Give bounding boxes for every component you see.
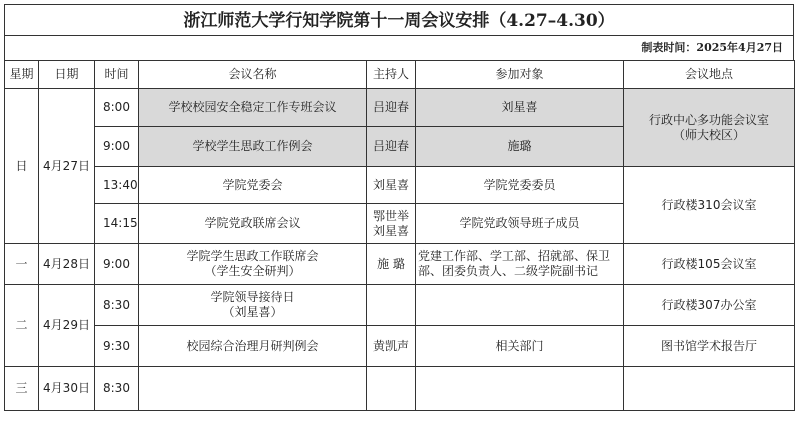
weekday-cell: 三 xyxy=(5,367,39,411)
host-cell xyxy=(367,367,416,411)
attendees-cell xyxy=(416,285,624,326)
time-cell: 9:00 xyxy=(95,244,139,285)
meeting-cell: 学校学生思政工作例会 xyxy=(139,127,367,167)
document-title: 浙江师范大学行知学院第十一周会议安排（4.27–4.30） xyxy=(4,4,794,36)
header-attendees: 参加对象 xyxy=(416,61,624,89)
weekday-cell: 二 xyxy=(5,285,39,367)
table-row xyxy=(5,367,795,411)
table-row xyxy=(5,285,795,326)
weekday-cell: 一 xyxy=(5,244,39,285)
table-row xyxy=(5,167,795,204)
date-cell: 4月30日 xyxy=(39,367,95,411)
time-cell: 8:30 xyxy=(95,367,139,411)
time-cell: 8:30 xyxy=(95,285,139,326)
header-time: 时间 xyxy=(95,61,139,89)
header-host: 主持人 xyxy=(367,61,416,89)
location-cell: 行政楼307办公室 xyxy=(624,285,795,326)
date-cell: 4月29日 xyxy=(39,285,95,367)
header-date: 日期 xyxy=(39,61,95,89)
meeting-schedule-table xyxy=(4,60,795,411)
host-cell: 施 璐 xyxy=(367,244,416,285)
host-cell: 刘星喜 xyxy=(367,167,416,204)
host-cell xyxy=(367,285,416,326)
host-cell: 吕迎春 xyxy=(367,89,416,127)
host-cell: 鄂世举 刘星喜 xyxy=(367,204,416,244)
table-row xyxy=(5,326,795,367)
attendees-cell xyxy=(416,367,624,411)
attendees-cell: 党建工作部、学工部、招就部、保卫部、团委负责人、二级学院副书记 xyxy=(416,244,624,285)
made-time-label: 制表时间：2025年4月27日 xyxy=(4,36,794,60)
meeting-cell: 学院党委会 xyxy=(139,167,367,204)
attendees-cell: 学院党委委员 xyxy=(416,167,624,204)
location-cell: 图书馆学术报告厅 xyxy=(624,326,795,367)
table-row xyxy=(5,89,795,127)
meeting-cell xyxy=(139,367,367,411)
time-cell: 14:15 xyxy=(95,204,139,244)
meeting-cell: 校园综合治理月研判例会 xyxy=(139,326,367,367)
header-weekday: 星期 xyxy=(5,61,39,89)
meeting-cell: 学院党政联席会议 xyxy=(139,204,367,244)
date-cell: 4月27日 xyxy=(39,89,95,244)
host-cell: 黄凯声 xyxy=(367,326,416,367)
attendees-cell: 刘星喜 xyxy=(416,89,624,127)
time-cell: 13:40 xyxy=(95,167,139,204)
meeting-cell: 学院学生思政工作联席会 （学生安全研判） xyxy=(139,244,367,285)
attendees-cell: 学院党政领导班子成员 xyxy=(416,204,624,244)
header-location: 会议地点 xyxy=(624,61,795,89)
meeting-cell: 学院领导接待日 （刘星喜） xyxy=(139,285,367,326)
host-cell: 吕迎春 xyxy=(367,127,416,167)
time-cell: 8:00 xyxy=(95,89,139,127)
meeting-cell: 学校校园安全稳定工作专班会议 xyxy=(139,89,367,127)
time-cell: 9:30 xyxy=(95,326,139,367)
date-cell: 4月28日 xyxy=(39,244,95,285)
table-row xyxy=(5,244,795,285)
header-meeting: 会议名称 xyxy=(139,61,367,89)
location-cell: 行政楼105会议室 xyxy=(624,244,795,285)
weekday-cell: 日 xyxy=(5,89,39,244)
location-cell: 行政中心多功能会议室 （师大校区） xyxy=(624,89,795,167)
attendees-cell: 相关部门 xyxy=(416,326,624,367)
table-header-row xyxy=(5,61,795,89)
attendees-cell: 施璐 xyxy=(416,127,624,167)
location-cell xyxy=(624,367,795,411)
time-cell: 9:00 xyxy=(95,127,139,167)
location-cell: 行政楼310会议室 xyxy=(624,167,795,244)
